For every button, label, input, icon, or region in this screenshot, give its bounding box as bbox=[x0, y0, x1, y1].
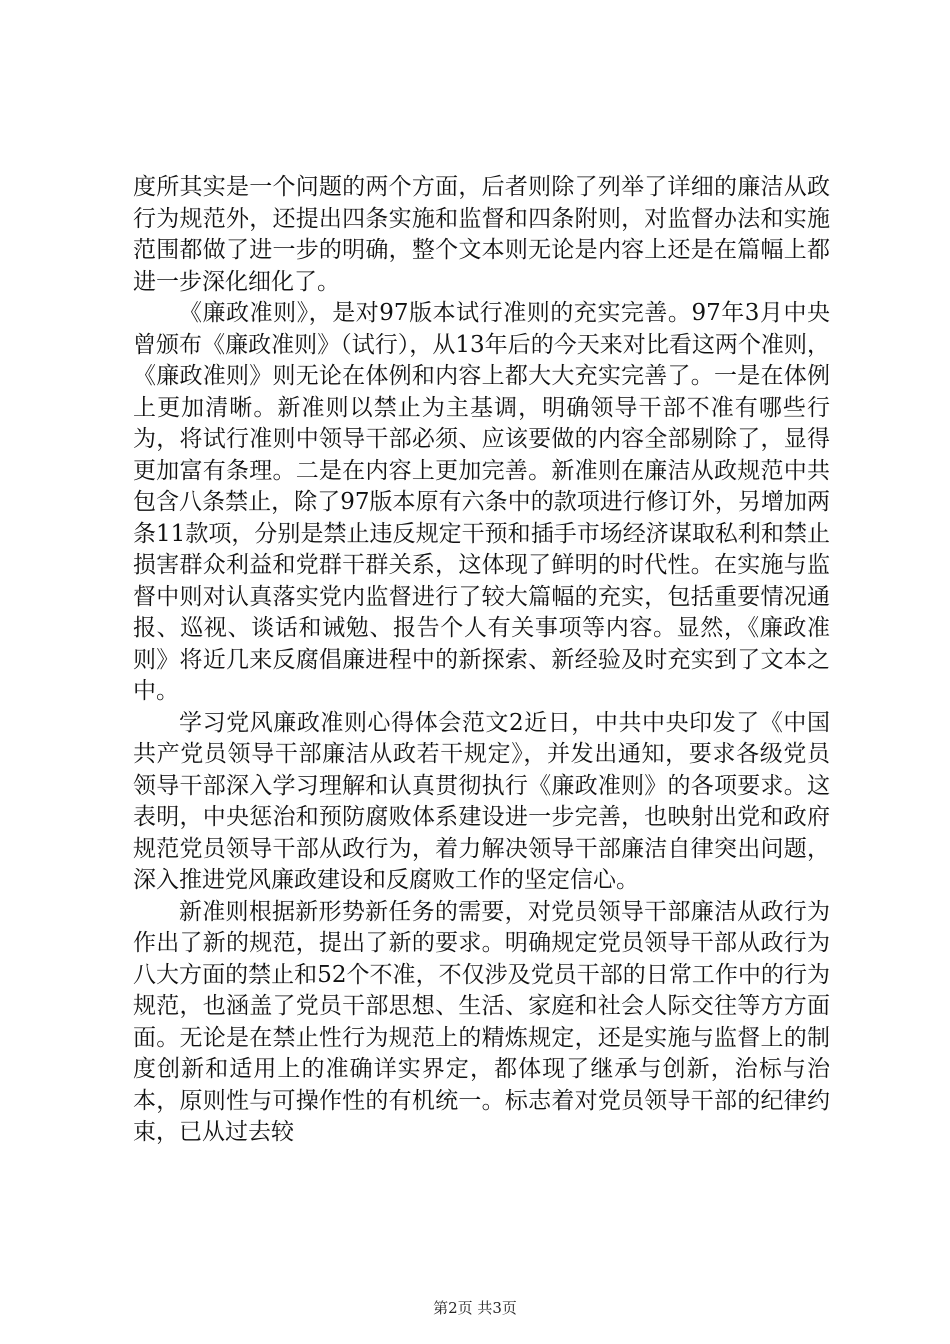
document-body bbox=[133, 172, 830, 1149]
paragraph-lianzheng-zhunze: 《廉政准则》，是对97版本试行准则的充实完善。97年3月中央曾颁布《廉政准则》（试行），从13年后的今天来对比看这两个准则，《廉政准则》则无论在体例和内容上都大大充实完善了。一是在体例上更加清晰。新准则以禁止为主基调，明确领导干部不准有哪些行为，将试行准则中领导干部必须、应该要做的内容全部剔除了，显得更加富有条理。二是在内容上更加完善。新准则在廉洁从政规范中共包含八条禁止，除了97版本原有六条中的款项进行修订外，另增加两条11款项，分别是禁止违反规定干预和插手市场经济谋取私利和禁止损害群众利益和党群干群关系，这体现了鲜明的时代性。在实施与监督中则对认真落实党内监督进行了较大篇幅的充实，包括重要情况通报、巡视、谈话和诫勉、报告个人有关事项等内容。显然，《廉政准则》将近几来反腐倡廉进程中的新探索、新经验及时充实到了文本之中。 bbox=[133, 300, 830, 704]
paragraph-xin-zhunze: 新准则根据新形势新任务的需要，对党员领导干部廉洁从政行为作出了新的规范，提出了新的要求。明确规定党员领导干部从政行为八大方面的禁止和52个不准，不仅涉及党员干部的日常工作中的行为规范，也涵盖了党员干部思想、生活、家庭和社会人际交往等方方面面。无论是在禁止性行为规范上的精炼规定，还是实施与监督上的制度创新和适用上的准确详实界定，都体现了继承与创新，治标与治本，原则性与可操作性的有机统一。标志着对党员领导干部的纪律约束，已从过去较 bbox=[133, 898, 830, 1145]
paragraph-continuation: 度所其实是一个问题的两个方面，后者则除了列举了详细的廉洁从政行为规范外，还提出四条实施和监督和四条附则，对监督办法和实施范围都做了进一步的明确，整个文本则无论是内容上还是在篇幅上都进一步深化细化了。 bbox=[133, 174, 830, 295]
page-number-footer: 第2页 共3页 bbox=[433, 1299, 517, 1317]
paragraph-xinde-tihui-2: 学习党风廉政准则心得体会范文2近日，中共中央印发了《中国共产党员领导干部廉洁从政若干规定》，并发出通知，要求各级党员领导干部深入学习理解和认真贯彻执行《廉政准则》的各项要求。这表明，中央惩治和预防腐败体系建设进一步完善，也映射出党和政府规范党员领导干部从政行为，着力解决领导干部廉洁自律突出问题，深入推进党风廉政建设和反腐败工作的坚定信心。 bbox=[133, 709, 830, 893]
